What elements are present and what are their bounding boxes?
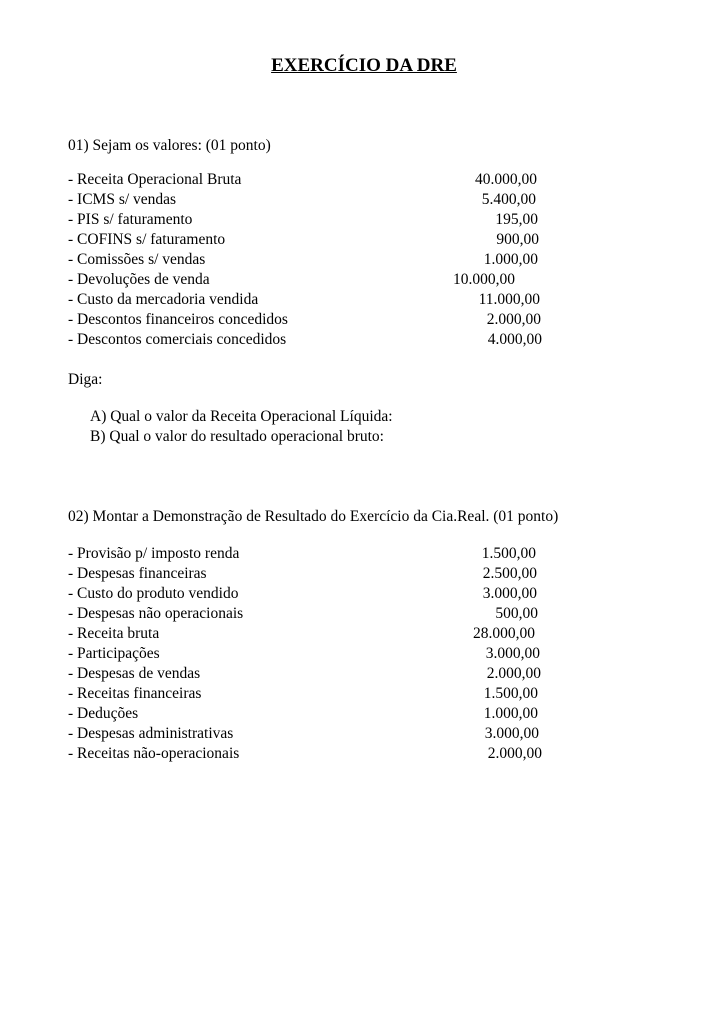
q1-item-label: - COFINS s/ faturamento (68, 231, 226, 248)
q2-item-label: - Despesas não operacionais (68, 605, 244, 622)
q1-item-value: 5.400,00 (481, 191, 536, 208)
q2-item-label: - Provisão p/ imposto renda (68, 545, 240, 562)
q2-item-value: 2.500,00 (482, 565, 537, 582)
q2-item (68, 564, 668, 584)
q2-item-label: - Custo do produto vendido (68, 585, 239, 602)
q1-item-label: - Devoluções de venda (68, 271, 210, 288)
q1-prompt: Diga: (68, 371, 103, 388)
q2-item-value: 1.500,00 (483, 685, 538, 702)
q1-item-value: 900,00 (496, 231, 539, 248)
q1-item-label: - Comissões s/ vendas (68, 251, 206, 268)
q2-item-label: - Participações (68, 645, 160, 662)
q2-item-label: - Despesas financeiras (68, 565, 207, 582)
page-title: EXERCÍCIO DA DRE (271, 55, 457, 76)
q2-item-label: - Deduções (68, 705, 139, 722)
q2-item (68, 724, 668, 744)
q2-item (68, 624, 668, 644)
q1-item (68, 230, 668, 250)
q2-item-value: 1.500,00 (481, 545, 536, 562)
q2-item (68, 684, 668, 704)
q1-question-a: A) Qual o valor da Receita Operacional Líquida: (90, 408, 393, 425)
q1-item (68, 310, 668, 330)
q1-item (68, 250, 668, 270)
q2-item-value: 3.000,00 (482, 585, 537, 602)
q2-item-value: 500,00 (495, 605, 538, 622)
q1-item-value: 11.000,00 (478, 291, 540, 308)
q2-item-value: 2.000,00 (487, 745, 542, 762)
q1-question-b: B) Qual o valor do resultado operacional bruto: (90, 428, 384, 445)
q2-heading: 02) Montar a Demonstração de Resultado do Exercício da Cia.Real. (01 ponto) (68, 508, 559, 525)
q1-item-value: 2.000,00 (486, 311, 541, 328)
q1-item (68, 330, 668, 350)
q2-item-label: - Despesas de vendas (68, 665, 201, 682)
q1-item-value: 40.000,00 (475, 171, 537, 188)
q2-item (68, 704, 668, 724)
q2-item-value: 1.000,00 (483, 705, 538, 722)
q2-item (68, 544, 668, 564)
q2-item (68, 664, 668, 684)
q2-item-value: 3.000,00 (485, 645, 540, 662)
q1-item-label: - Descontos financeiros concedidos (68, 311, 288, 328)
q2-item-label: - Receitas não-operacionais (68, 745, 240, 762)
q1-item-value: 1.000,00 (483, 251, 538, 268)
q1-item (68, 210, 668, 230)
q1-item-label: - ICMS s/ vendas (68, 191, 177, 208)
q1-item-label: - Custo da mercadoria vendida (68, 291, 259, 308)
q2-item-value: 2.000,00 (486, 665, 541, 682)
q2-item (68, 744, 668, 764)
q1-item-value: 4.000,00 (487, 331, 542, 348)
q2-item-value: 3.000,00 (484, 725, 539, 742)
q1-item-label: - PIS s/ faturamento (68, 211, 193, 228)
q1-item-label: - Receita Operacional Bruta (68, 171, 242, 188)
q1-item (68, 270, 668, 290)
q1-item (68, 190, 668, 210)
q1-item (68, 170, 668, 190)
q2-item-label: - Despesas administrativas (68, 725, 234, 742)
q2-item (68, 604, 668, 624)
q2-item-label: - Receitas financeiras (68, 685, 202, 702)
q1-heading: 01) Sejam os valores: (01 ponto) (68, 137, 271, 154)
q1-item-value: 10.000,00 (453, 271, 515, 288)
q2-item (68, 584, 668, 604)
q2-item-label: - Receita bruta (68, 625, 160, 642)
q1-item-label: - Descontos comerciais concedidos (68, 331, 287, 348)
q1-item-value: 195,00 (495, 211, 538, 228)
q1-item (68, 290, 668, 310)
q2-item-value: 28.000,00 (473, 625, 535, 642)
q2-item (68, 644, 668, 664)
